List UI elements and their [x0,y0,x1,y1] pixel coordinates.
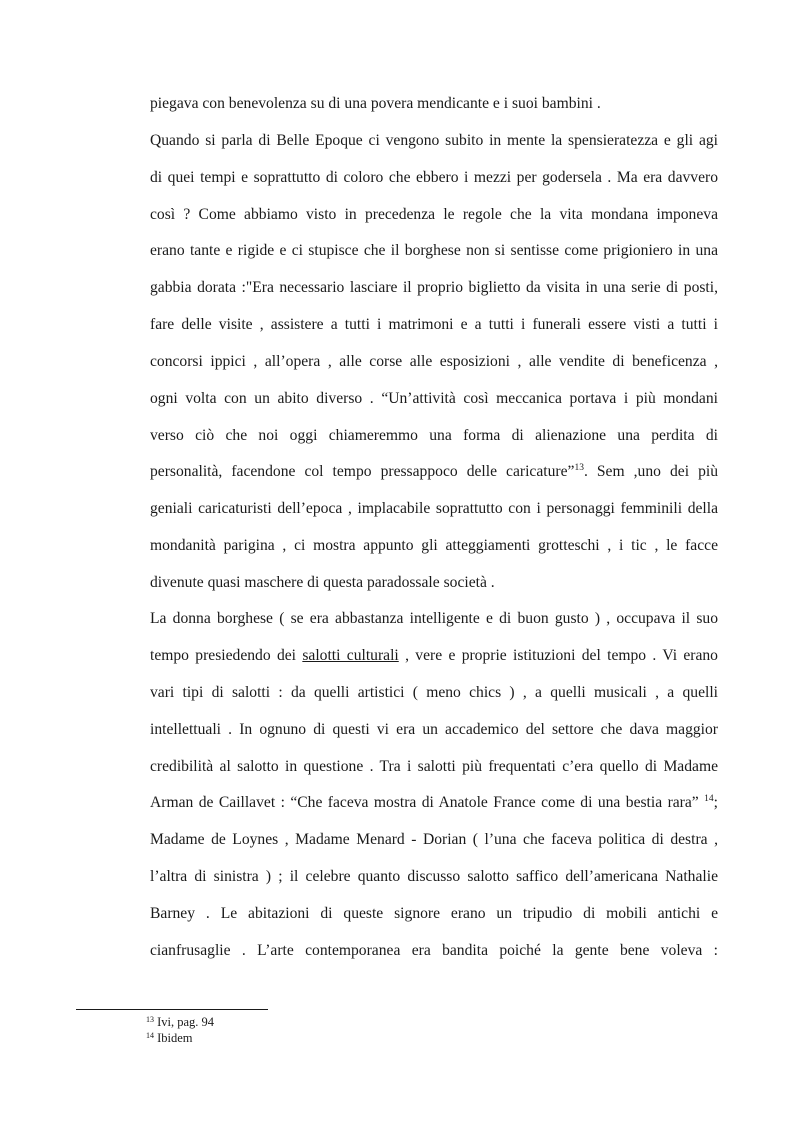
text-line: cianfrusaglie . L’arte contemporanea era bandita poiché la gente bene voleva : [150,942,718,959]
footnote-number: 14 [146,1031,154,1040]
text-line: gabbia dorata :"Era necessario lasciare il proprio biglietto da visita in una serie di posti, [150,279,718,296]
text-line: piegava con benevolenza su di una povera mendicante e i suoi bambini . [150,95,601,112]
text-fragment: tempo presiedendo dei [150,647,303,664]
text-fragment: Arman de Caillavet : “Che faceva mostra di Anatole France come di una bestia rara” [150,794,705,811]
text-fragment: . Sem ,uno dei più [583,463,718,480]
text-line: divenute quasi maschere di questa paradossale società . [150,574,495,591]
text-line: l’altra di sinistra ) ; il celebre quanto discusso salotto saffico dell’americana Nathalie [150,868,718,885]
text-line: geniali caricaturisti dell’epoca , implacabile soprattutto con i personaggi femminili della [150,500,718,517]
text-fragment: ; [713,794,718,811]
text-line [150,646,718,666]
underlined-term: salotti culturali [302,647,399,664]
footnote [146,1015,214,1029]
footnote-ref-13[interactable]: 13 [574,463,584,473]
text-line: La donna borghese ( se era abbastanza intelligente e di buon gusto ) , occupava il suo [150,610,718,627]
text-fragment: , vere e proprie istituzioni del tempo . Vi erano [398,647,718,664]
text-line: credibilità al salotto in questione . Tra i salotti più frequentati c’era quello di Madame [150,758,718,775]
text-line: Quando si parla di Belle Epoque ci vengono subito in mente la spensieratezza e gli agi [150,132,718,149]
text-line: mondanità parigina , ci mostra appunto gli atteggiamenti grotteschi , i tic , le facce [150,537,718,554]
footnote-ref-14[interactable]: 14 [704,794,714,804]
text-line: Madame de Loynes , Madame Menard - Dorian ( l’una che faceva politica di destra , [150,831,718,848]
text-line [150,793,718,813]
text-line: intellettuali . In ognuno di questi vi era un accademico del settore che dava maggior [150,721,718,738]
footnote-divider [76,1009,268,1010]
text-line: verso ciò che noi oggi chiameremmo una forma di alienazione una perdita di [150,427,718,444]
footnote [146,1031,193,1045]
text-line [150,462,718,482]
text-line: fare delle visite , assistere a tutti i matrimoni e a tutti i funerali essere visti a tutti i [150,316,718,333]
text-fragment: personalità, facendone col tempo pressappoco delle caricature” [150,463,575,480]
text-line: concorsi ippici , all’opera , alle corse alle esposizioni , alle vendite di beneficenza , [150,353,718,370]
footnote-text: Ivi, pag. 94 [154,1015,215,1029]
footnote-number: 13 [146,1015,154,1024]
footnote-text: Ibidem [154,1031,193,1045]
text-line: vari tipi di salotti : da quelli artistici ( meno chics ) , a quelli musicali , a quelli [150,684,718,701]
text-line: Barney . Le abitazioni di queste signore erano un tripudio di mobili antichi e [150,905,718,922]
text-line: erano tante e rigide e ci stupisce che il borghese non si sentisse come prigioniero in una [150,242,718,259]
text-line: così ? Come abbiamo visto in precedenza le regole che la vita mondana imponeva [150,206,718,223]
text-line: di quei tempi e soprattutto di coloro che ebbero i mezzi per godersela . Ma era davvero [150,169,718,186]
text-line: ogni volta con un abito diverso . “Un’attività così meccanica portava i più mondani [150,390,718,407]
